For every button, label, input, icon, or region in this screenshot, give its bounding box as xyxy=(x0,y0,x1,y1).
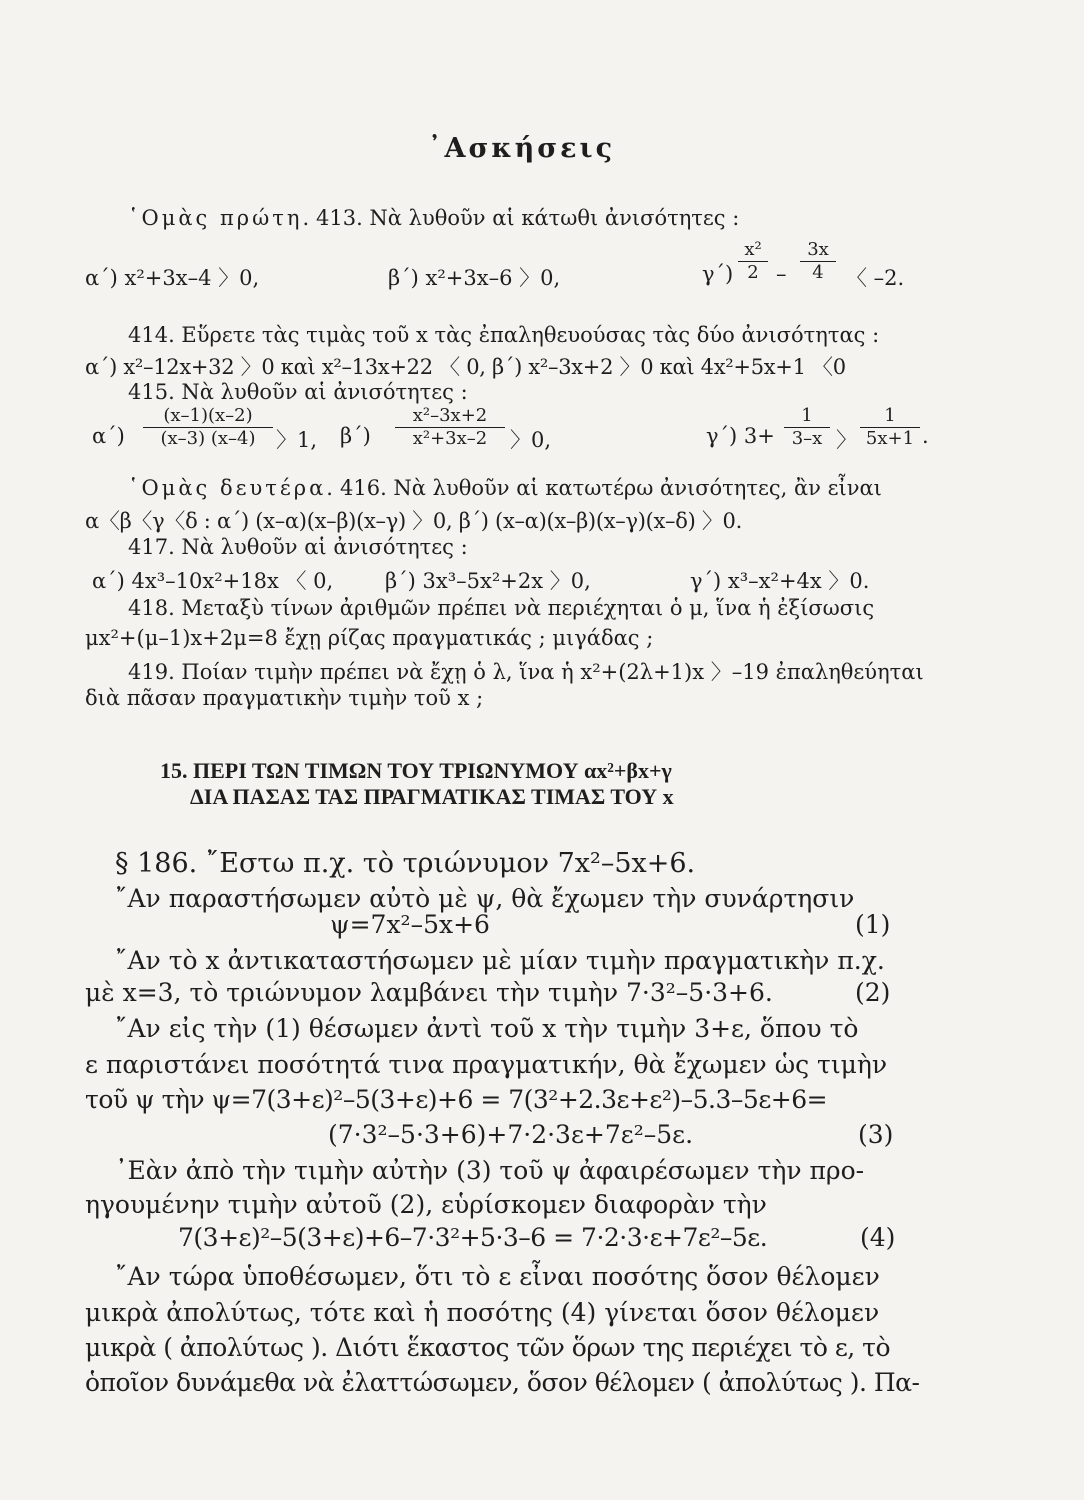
ex413-a: α΄) x²+3x–4 〉0, xyxy=(85,266,260,290)
equation-2-number: (2) xyxy=(855,978,891,1007)
fraction-denominator: x²+3x–2 xyxy=(412,428,488,449)
body-line-15: μικρὰ ( ἀπολύτως ). Διότι ἕκαστος τῶν ὅρων της περιέχει τὸ ε, τὸ xyxy=(85,1333,891,1362)
ex418-line1: 418. Μεταξὺ τίνων ἀριθμῶν πρέπει νὰ περιέχηται ὁ μ, ἵνα ἡ ἐξίσωσις xyxy=(128,596,875,620)
group2-label: ῾Ομὰς δευτέρα. xyxy=(128,476,336,500)
ex415-c-fraction-1 xyxy=(784,406,830,449)
equation-4: 7(3+ε)²–5(3+ε)+6–7·3²+5·3–6 = 7·2·3·ε+7ε²–5ε. xyxy=(178,1223,768,1252)
ex418-line2: μx²+(μ–1)x+2μ=8 ἔχῃ ρίζας πραγματικάς ; μιγάδας ; xyxy=(85,626,654,650)
ex415-c-fraction-2 xyxy=(860,406,920,449)
section-title-line1: 15. ΠΕΡΙ ΤΩΝ ΤΙΜΩΝ ΤΟΥ ΤΡΙΩΝΥΜΟΥ αx²+βx+γ xyxy=(160,758,672,783)
fraction-numerator: 1 xyxy=(884,405,896,426)
fraction-denominator: 4 xyxy=(812,262,824,283)
section-title-line2: ΔΙΑ ΠΑΣΑΣ ΤΑΣ ΠΡΑΓΜΑΤΙΚΑΣ ΤΙΜΑΣ ΤΟΥ x xyxy=(190,784,674,809)
ex413-c-fraction-1 xyxy=(738,240,768,283)
fraction-numerator: x² xyxy=(744,239,762,260)
exercises-heading: ᾿Ασκήσεις xyxy=(428,133,616,164)
ex415-b-label: β΄) xyxy=(340,424,371,448)
ex413-b: β΄) x²+3x–6 〉0, xyxy=(388,266,561,290)
body-line-6: ῎Αν εἰς τὴν (1) θέσωμεν ἀντὶ τοῦ x τὴν τιμὴν 3+ε, ὅπου τὸ xyxy=(115,1014,859,1043)
equation-1-number: (1) xyxy=(855,910,891,939)
body-line-11: ηγουμένην τιμὴν αὐτοῦ (2), εὑρίσκομεν διαφορὰν τὴν xyxy=(85,1190,767,1219)
fraction-numerator: 1 xyxy=(801,405,813,426)
ex415-a-suffix: 〉1, xyxy=(276,428,318,452)
fraction-denominator: 5x+1 xyxy=(865,428,915,449)
ex417-c: γ΄) x³–x²+4x 〉0. xyxy=(690,569,870,593)
body-line-16: ὁποῖον δυνάμεθα νὰ ἐλαττώσωμεν, ὅσον θέλομεν ( ἀπολύτως ). Πα- xyxy=(85,1368,920,1397)
ex415-c-label: γ΄) 3+ xyxy=(706,424,775,448)
ex417-intro: 417. Νὰ λυθοῦν αἱ ἀνισότητες : xyxy=(128,535,468,559)
fraction-denominator: (x–3) (x–4) xyxy=(160,428,256,449)
body-line-5: μὲ x=3, τὸ τριώνυμον λαμβάνει τὴν τιμὴν 7·3²–5·3+6. xyxy=(85,978,773,1007)
ex419-line1: 419. Ποίαν τιμὴν πρέπει νὰ ἔχῃ ὁ λ, ἵνα ἡ x²+(2λ+1)x 〉–19 ἐπαληθεύηται xyxy=(128,660,924,684)
fraction-denominator: 3–x xyxy=(791,428,823,449)
ex415-c-end: . xyxy=(922,424,929,448)
fraction-denominator: 2 xyxy=(747,262,759,283)
ex415-c-gt: 〉 xyxy=(836,428,857,452)
ex415-b-fraction xyxy=(395,406,505,449)
body-line-2: ῎Αν παραστήσωμεν αὐτὸ μὲ ψ, θὰ ἔχωμεν τὴν συνάρτησιν xyxy=(115,884,855,913)
ex413-c-fraction-2 xyxy=(800,240,836,283)
ex416-line2: α〈β〈γ〈δ : α΄) (x–α)(x–β)(x–γ) 〉0, β΄) (x–α)(x–β)(x–γ)(x–δ) 〉0. xyxy=(85,509,742,533)
fraction-numerator: 3x xyxy=(807,239,829,260)
ex417-a: α΄) 4x³–10x²+18x 〈 0, xyxy=(92,569,334,593)
body-line-14: μικρὰ ἀπολύτως, τότε καὶ ἡ ποσότης (4) γίνεται ὅσον θέλομεν xyxy=(85,1298,880,1327)
ex415-a-label: α΄) xyxy=(92,424,125,448)
ex413-c-minus: – xyxy=(776,262,787,286)
ex416-line1: 416. Νὰ λυθοῦν αἱ κατωτέρω ἀνισότητες, ἂν εἶναι xyxy=(340,476,882,500)
ex415-a-fraction xyxy=(143,406,273,449)
body-line-13: ῎Αν τώρα ὑποθέσωμεν, ὅτι τὸ ε εἶναι ποσότης ὅσον θέλομεν xyxy=(115,1262,880,1291)
ex417-b: β΄) 3x³–5x²+2x 〉0, xyxy=(385,569,591,593)
ex414-line2: α΄) x²–12x+32 〉0 καὶ x²–13x+22 〈 0, β΄) x²–3x+2 〉0 καὶ 4x²+5x+1 〈0 xyxy=(85,355,846,379)
fraction-numerator: (x–1)(x–2) xyxy=(163,405,253,426)
equation-4-number: (4) xyxy=(860,1223,896,1252)
ex415-intro: 415. Νὰ λυθοῦν αἱ ἀνισότητες : xyxy=(128,380,468,404)
paragraph-186-heading: § 186. ῎Εστω π.χ. τὸ τριώνυμον 7x²–5x+6. xyxy=(115,848,696,879)
ex414-line1: 414. Εὕρετε τὰς τιμὰς τοῦ x τὰς ἐπαληθευούσας τὰς δύο ἀνισότητας : xyxy=(128,323,880,347)
group1-label: ῾Ομὰς πρώτη. xyxy=(128,206,313,230)
ex413-intro: 413. Νὰ λυθοῦν αἱ κάτωθι ἀνισότητες : xyxy=(316,206,740,230)
body-line-4: ῎Αν τὸ x ἀντικαταστήσωμεν μὲ μίαν τιμὴν πραγματικὴν π.χ. xyxy=(115,946,885,975)
equation-3-number: (3) xyxy=(858,1120,894,1149)
body-line-10: ᾿Εὰν ἀπὸ τὴν τιμὴν αὐτὴν (3) τοῦ ψ ἀφαιρέσωμεν τὴν προ- xyxy=(115,1156,865,1185)
equation-3: (7·3²–5·3+6)+7·2·3ε+7ε²–5ε. xyxy=(328,1120,694,1149)
ex415-b-suffix: 〉0, xyxy=(510,428,552,452)
body-line-8: τοῦ ψ τὴν ψ=7(3+ε)²–5(3+ε)+6 = 7(3²+2.3ε+ε²)–5.3–5ε+6= xyxy=(85,1085,828,1114)
ex413-c-suffix: 〈 –2. xyxy=(846,266,905,290)
ex419-line2: διὰ πᾶσαν πραγματικὴν τιμὴν τοῦ x ; xyxy=(85,686,484,710)
ex413-c-prefix: γ΄) xyxy=(702,262,734,286)
body-line-7: ε παριστάνει ποσότητά τινα πραγματικήν, θὰ ἔχωμεν ὡς τιμὴν xyxy=(85,1050,888,1079)
fraction-numerator: x²–3x+2 xyxy=(412,405,488,426)
equation-1: ψ=7x²–5x+6 xyxy=(330,910,490,939)
